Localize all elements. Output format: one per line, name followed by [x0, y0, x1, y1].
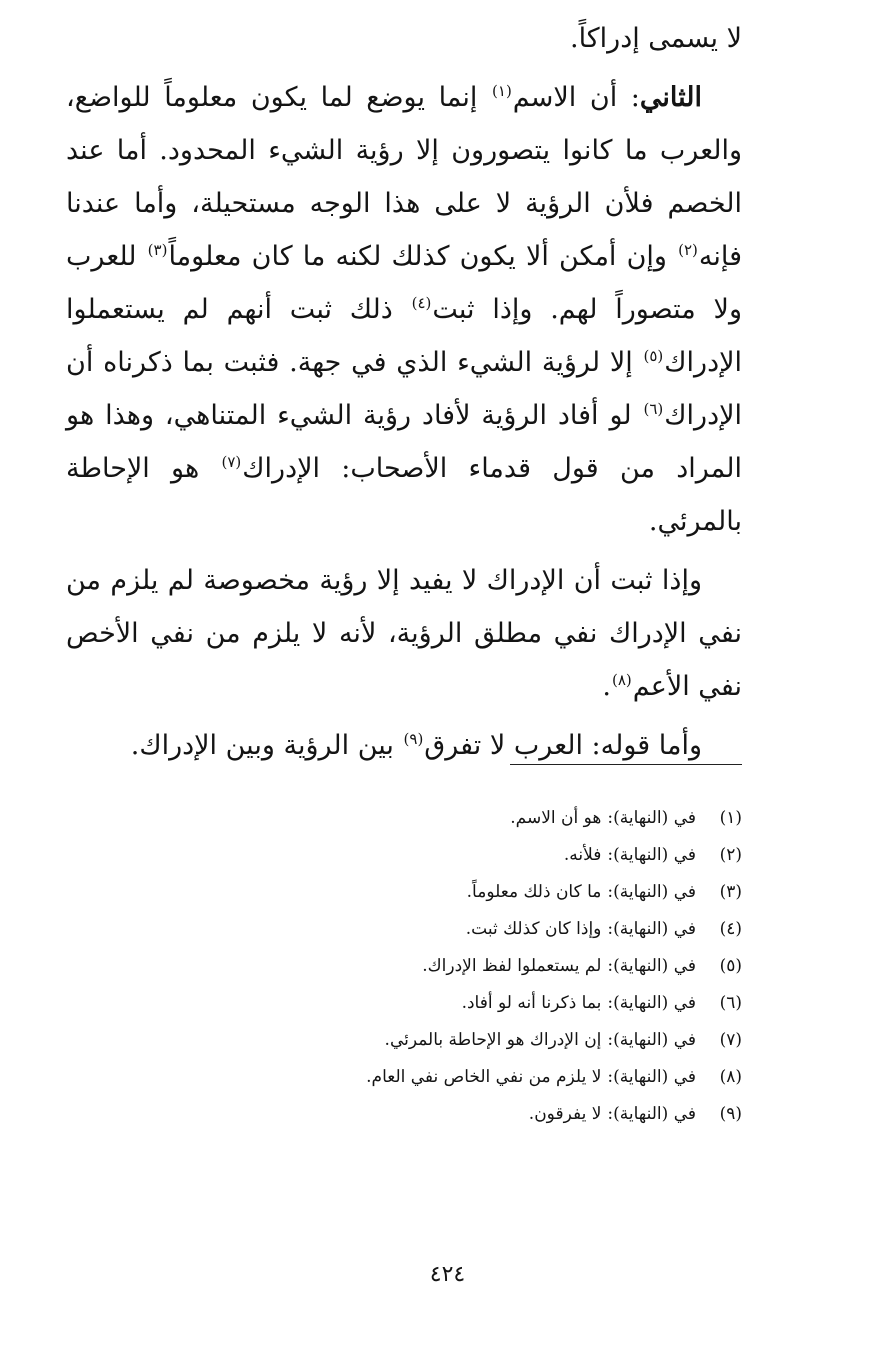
footnote-text: وإذا كان كذلك ثبت. — [465, 919, 602, 939]
paragraph-lead-word: الثاني — [639, 82, 702, 113]
footnote-separator — [510, 764, 742, 765]
footnote-text: لا يفرقون. — [528, 1104, 602, 1124]
footnote-ref-7[interactable]: (٧) — [221, 453, 242, 471]
text-run: ذلك ثبت أنهم لم يستعملوا الإدراك — [66, 294, 742, 378]
footnote-text: لم يستعملوا لفظ الإدراك. — [422, 956, 602, 976]
footnote-ref-6[interactable]: (٦) — [643, 400, 664, 418]
footnote-ref-3[interactable]: (٣) — [147, 241, 168, 259]
footnote-source: في (النهاية): — [607, 845, 696, 865]
footnote-text: هو أن الاسم. — [510, 808, 602, 828]
text-run: للعرب ولا متصوراً لهم. وإذا ثبت — [66, 241, 742, 325]
footnote-ref-8[interactable]: (٨) — [611, 671, 632, 689]
footnote-ref-9[interactable]: (٩) — [403, 730, 424, 748]
footnote-number: (١) — [719, 808, 742, 828]
footnote-source: في (النهاية): — [607, 956, 696, 976]
paragraph-1: لا يسمى إدراكاً. — [569, 23, 742, 54]
footnote-number: (٦) — [719, 993, 742, 1013]
footnote-number: (٤) — [719, 919, 742, 939]
footnote-number: (٣) — [719, 882, 742, 902]
footnote-source: في (النهاية): — [607, 1030, 696, 1050]
footnote-number: (٢) — [719, 845, 742, 865]
footnote-text: بما ذكرنا أنه لو أفاد. — [461, 993, 602, 1013]
paragraph-2 — [66, 71, 742, 548]
paragraph-3 — [66, 554, 742, 713]
footnote-text: فلأنه. — [563, 845, 602, 865]
footnote-item — [66, 1059, 742, 1096]
footnote-item — [66, 985, 742, 1022]
footnote-source: في (النهاية): — [607, 1104, 696, 1124]
footnote-source: في (النهاية): — [607, 808, 696, 828]
footnote-item — [66, 874, 742, 911]
text-run: إنما يوضع لما يكون معلوماً للواضع، والعرب ما كانوا يتصورون إلا رؤية الشيء المحدود. أما عند الخصم فلأن الرؤية لا على هذا الوجه مستحيلة، وأما عندنا فإنه — [66, 82, 742, 272]
book-page — [66, 12, 743, 1124]
footnote-item — [66, 837, 742, 874]
text-run: . — [602, 671, 611, 702]
footnote-source: في (النهاية): — [607, 882, 696, 902]
footnote-item — [66, 948, 742, 985]
footnote-source: في (النهاية): — [607, 1067, 696, 1087]
footnote-number: (٧) — [719, 1030, 742, 1050]
footnote-number: (٩) — [719, 1104, 742, 1124]
footnote-number: (٨) — [719, 1067, 742, 1087]
footnote-ref-4[interactable]: (٤) — [411, 294, 432, 312]
footnote-text: إن الإدراك هو الإحاطة بالمرئي. — [384, 1030, 602, 1050]
footnote-item — [66, 1022, 742, 1059]
footnote-ref-5[interactable]: (٥) — [643, 347, 664, 365]
footnote-item — [66, 911, 742, 948]
footnote-item — [66, 1096, 742, 1133]
footnote-ref-1[interactable]: (١) — [492, 82, 512, 100]
page-number: ٤٢٤ — [429, 1262, 466, 1287]
text-run: وإن أمكن ألا يكون كذلك لكنه ما كان معلوماً — [168, 241, 678, 272]
text-run: بين الرؤية وبين الإدراك. — [130, 730, 403, 761]
text-run: وإذا ثبت أن الإدراك لا يفيد إلا رؤية مخصوصة لم يلزم من نفي الإدراك نفي مطلق الرؤية، لأنه لا يلزم من نفي الأخص نفي الأعم — [66, 565, 742, 702]
text-run: هو الإحاطة بالمرئي. — [66, 453, 742, 537]
text-run: : أن الاسم — [512, 82, 640, 113]
footnote-text: ما كان ذلك معلوماً. — [466, 882, 602, 902]
footnote-item — [66, 800, 742, 837]
footnote-ref-2[interactable]: (٢) — [678, 241, 698, 259]
main-text — [66, 12, 742, 772]
footnote-source: في (النهاية): — [607, 919, 696, 939]
footnote-source: في (النهاية): — [607, 993, 696, 1013]
text-run: لو أفاد الرؤية لأفاد رؤية الشيء المتناهي، وهذا هو المراد من قول قدماء الأصحاب: الإدراك — [66, 400, 743, 484]
text-run: وأما قوله: العرب لا تفرق — [424, 730, 702, 761]
text-run: إلا لرؤية الشيء الذي في جهة. فثبت بما ذكرناه أن الإدراك — [66, 347, 742, 431]
footnote-text: لا يلزم من نفي الخاص نفي العام. — [366, 1067, 602, 1087]
footnotes-list — [66, 800, 742, 1133]
footnote-number: (٥) — [719, 956, 742, 976]
